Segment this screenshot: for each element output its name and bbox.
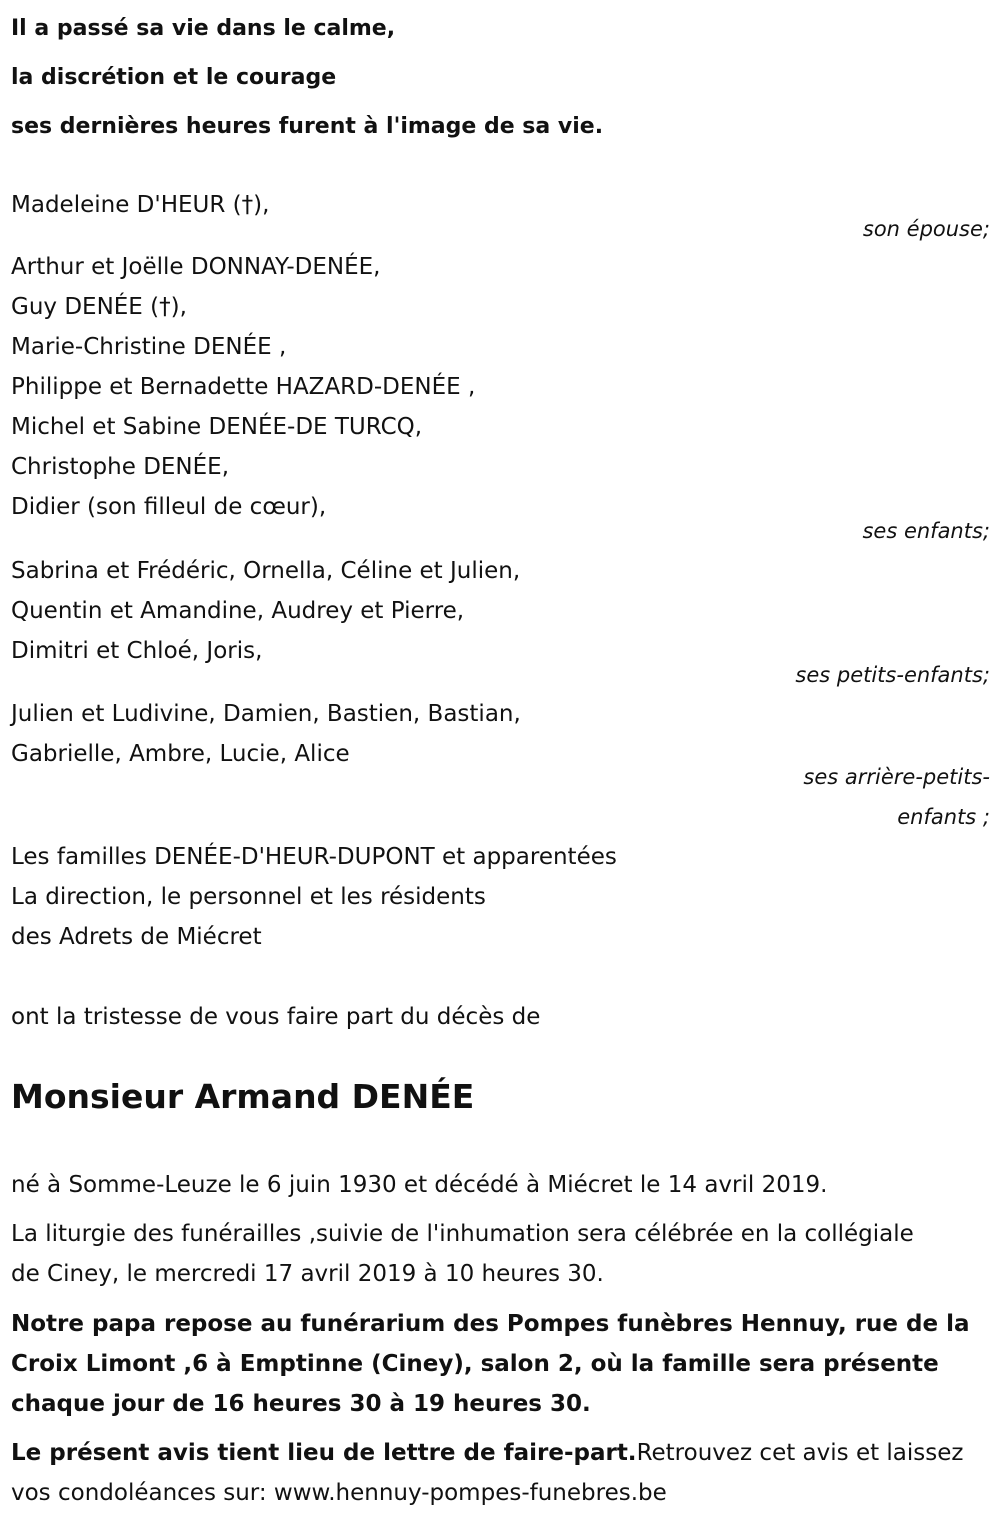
notice [11, 1433, 980, 1513]
great-grandchild-name: Julien et Ludivine, Damien, Bastien, Bastian, [11, 701, 521, 727]
grandchild-name: Quentin et Amandine, Audrey et Pierre, [11, 598, 465, 624]
grandchild-name: Sabrina et Frédéric, Ornella, Céline et Julien, [11, 558, 521, 584]
relation-line: enfants ; [897, 805, 990, 829]
families [11, 837, 990, 957]
child-name: Guy DENÉE (†), [11, 294, 187, 320]
child-name: Marie-Christine DENÉE , [11, 334, 287, 360]
spouse-name: Madeleine D'HEUR (†), [11, 192, 270, 218]
liturgy [11, 1214, 930, 1294]
child-name: Philippe et Bernadette HAZARD-DENÉE , [11, 374, 476, 400]
child-name: Didier (son filleul de cœur), [11, 494, 327, 520]
grandchild-name: Dimitri et Chloé, Joris, [11, 638, 263, 664]
child-name: Christophe DENÉE, [11, 454, 230, 480]
relation-line: ses arrière-petits- [803, 765, 990, 789]
visitation [11, 1304, 980, 1424]
spouse-relation: son épouse; [862, 217, 990, 241]
child-name: Arthur et Joëlle DONNAY-DENÉE, [11, 254, 381, 280]
great-grandchildren-relation [803, 757, 990, 837]
family-line: des Adrets de Miécret [11, 924, 262, 950]
liturgy-text: La liturgie des funérailles ,suivie de l'inhumation sera célébrée en la collégiale de Ciney, le mercredi 17 avril 2019 à 10 heures 30. [11, 1221, 914, 1287]
children-relation: ses enfants; [862, 519, 990, 543]
epigraph [11, 4, 990, 151]
family-line: La direction, le personnel et les résidents [11, 884, 486, 910]
child-name: Michel et Sabine DENÉE-DE TURCQ, [11, 414, 423, 440]
family-line: Les familles DENÉE-D'HEUR-DUPONT et apparentées [11, 844, 617, 870]
spouse-names [11, 185, 990, 225]
epigraph-line: Il a passé sa vie dans le calme, [11, 16, 396, 41]
notice-bold: Le présent avis tient lieu de lettre de faire-part. [11, 1440, 637, 1466]
deceased-name: Monsieur Armand DENÉE [11, 1077, 475, 1116]
notice-rest: Retrouvez cet avis et laissez vos condoléances sur: www.hennuy-pompes-funebres.be [11, 1440, 964, 1506]
visitation-text: Notre papa repose au funérarium des Pompes funèbres Hennuy, rue de la Croix Limont ,6 à Emptinne (Ciney), salon 2, où la famille sera présente chaque jour de 16 heures 30 à 19 heures 30. [11, 1311, 970, 1417]
epigraph-line: ses dernières heures furent à l'image de sa vie. [11, 114, 604, 139]
great-grandchild-name: Gabrielle, Ambre, Lucie, Alice [11, 741, 350, 767]
birth-death: né à Somme-Leuze le 6 juin 1930 et décédé à Miécret le 14 avril 2019. [11, 1172, 828, 1198]
epigraph-line: la discrétion et le courage [11, 65, 337, 90]
grandchildren-relation: ses petits-enfants; [795, 663, 990, 687]
children-names [11, 247, 990, 527]
announcement: ont la tristesse de vous faire part du décès de [11, 1004, 541, 1030]
grandchildren-names [11, 551, 990, 671]
